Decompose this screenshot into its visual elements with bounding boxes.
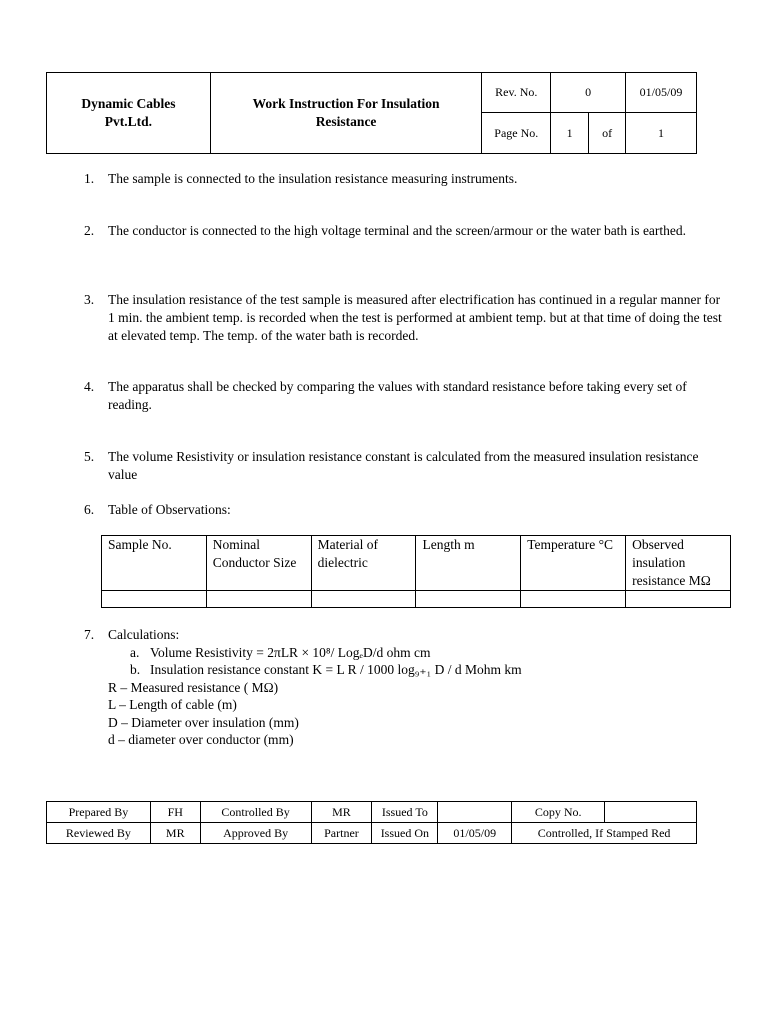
reviewed-by-label: Reviewed By [47, 823, 151, 844]
step-text: The volume Resistivity or insulation resistance constant is calculated from the measured insulation resistance value [108, 449, 699, 482]
approved-by-label: Approved By [200, 823, 311, 844]
col-material-of-dielectric: Material of dielectric [311, 536, 416, 591]
calculations-section [84, 626, 522, 749]
formula-text: Insulation resistance constant K = L R / 1000 log₉₊₁ D / d Mohm km [150, 662, 522, 677]
step-text: The sample is connected to the insulation resistance measuring instruments. [108, 171, 518, 186]
step-6 [84, 501, 714, 519]
step-number: 2. [84, 223, 95, 238]
issued-to-label: Issued To [372, 802, 438, 823]
step-3 [84, 291, 724, 345]
table-cell [102, 591, 207, 608]
definition-big-d: D – Diameter over insulation (mm) [108, 714, 299, 730]
step-5 [84, 448, 714, 484]
page-total: 1 [626, 113, 697, 154]
approval-row-1 [47, 802, 697, 823]
step-number: 3. [84, 292, 95, 307]
approved-by-value: Partner [311, 823, 372, 844]
document-header-table [46, 72, 697, 154]
copy-status: Controlled, If Stamped Red [512, 823, 697, 844]
formula-insulation-constant [130, 661, 522, 679]
observations-header-row [102, 536, 731, 591]
table-cell [206, 591, 311, 608]
formula-text: Volume Resistivity = 2πLR × 10⁸/ LogₑD/d ohm cm [150, 644, 431, 660]
reviewed-by-value: MR [150, 823, 200, 844]
prepared-by-label: Prepared By [47, 802, 151, 823]
company-name: Dynamic Cables Pvt.Ltd. [47, 73, 211, 154]
issued-to-value [438, 802, 512, 823]
rev-no-label: Rev. No. [482, 73, 551, 113]
issued-on-value: 01/05/09 [438, 823, 512, 844]
table-cell [626, 591, 731, 608]
step-text: Table of Observations: [108, 502, 231, 517]
page-no-value: 1 [551, 113, 589, 154]
step-1 [84, 170, 714, 188]
col-nominal-conductor-size: Nominal Conductor Size [206, 536, 311, 591]
step-text: The apparatus shall be checked by comparing the values with standard resistance before taking every set of reading. [108, 379, 687, 412]
step-number: 7. [84, 627, 95, 642]
definition-r: R – Measured resistance ( MΩ) [108, 679, 279, 695]
step-text: The conductor is connected to the high voltage terminal and the screen/armour or the water bath is earthed. [108, 223, 687, 238]
copy-no-label: Copy No. [512, 802, 605, 823]
rev-no-value: 0 [551, 73, 626, 113]
step-2 [84, 222, 714, 240]
table-cell [416, 591, 521, 608]
col-temperature: Temperature °C [521, 536, 626, 591]
table-cell [521, 591, 626, 608]
controlled-by-value: MR [311, 802, 372, 823]
calculations-heading: Calculations: [108, 627, 180, 642]
col-length: Length m [416, 536, 521, 591]
col-observed-insulation-resistance: Observed insulation resistance MΩ [626, 536, 731, 591]
formula-label: b. [130, 662, 141, 677]
formula-volume-resistivity [130, 644, 522, 662]
step-number: 6. [84, 502, 95, 517]
page-no-label: Page No. [482, 113, 551, 154]
step-number: 4. [84, 379, 95, 394]
prepared-by-value: FH [150, 802, 200, 823]
copy-no-value [605, 802, 697, 823]
col-sample-no: Sample No. [102, 536, 207, 591]
document-title: Work Instruction For Insulation Resistance [210, 73, 482, 154]
approval-table [46, 801, 697, 844]
step-text: The insulation resistance of the test sample is measured after electrification has continued in a regular manner for 1 min. the ambient temp. is recorded when the test is performed at ambient temp. but at that time of doing the test at elevated temp. The temp. of the water bath is recorded. [108, 292, 722, 343]
table-cell [311, 591, 416, 608]
definition-small-d: d – diameter over conductor (mm) [108, 732, 294, 747]
observations-table [101, 535, 731, 608]
approval-row-2 [47, 823, 697, 844]
issued-on-label: Issued On [372, 823, 438, 844]
page-of-label: of [589, 113, 626, 154]
definition-l: L – Length of cable (m) [108, 697, 237, 712]
issue-date: 01/05/09 [626, 73, 697, 113]
observations-empty-row [102, 591, 731, 608]
step-number: 1. [84, 171, 95, 186]
formula-label: a. [130, 644, 140, 660]
step-number: 5. [84, 449, 95, 464]
controlled-by-label: Controlled By [200, 802, 311, 823]
step-4 [84, 378, 724, 414]
